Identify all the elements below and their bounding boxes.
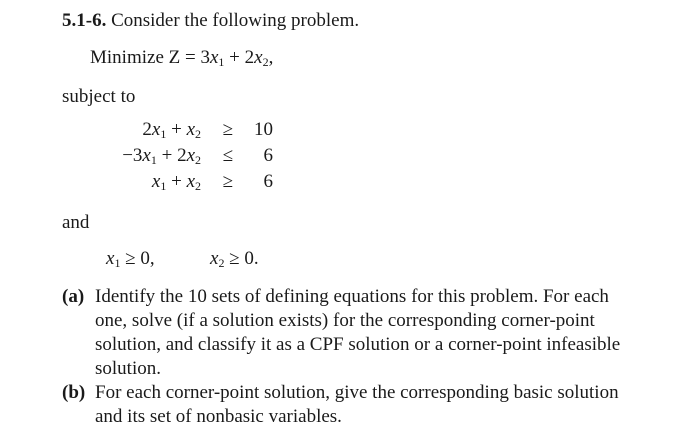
part-a <box>62 285 622 381</box>
nonneg-x1: $x_1 \ge 0$, <box>106 248 155 270</box>
objective-sub1: 1 <box>218 55 225 69</box>
constraint-relation: ≥ <box>222 119 234 140</box>
part-b-text: For each corner-point solution, give the corresponding basic solution and its set of nonbasic variables. <box>95 382 619 427</box>
subject-to-label: subject to <box>62 86 136 107</box>
constraints-table <box>86 117 273 195</box>
constraint-lhs: $x_1 + x_2$ <box>151 171 201 193</box>
part-a-label: (a) <box>62 286 85 307</box>
constraint-row <box>86 143 273 169</box>
objective-x1: x <box>209 47 219 68</box>
objective-eq: = <box>185 47 196 68</box>
constraint-rhs: 6 <box>263 171 273 192</box>
constraint-relation: ≥ <box>222 171 234 192</box>
problem-number: 5.1-6. <box>62 10 107 31</box>
objective-plus: + <box>229 47 240 68</box>
constraint-rhs: 10 <box>254 119 273 140</box>
objective-c1: 3 <box>200 47 210 68</box>
constraint-rhs: 6 <box>263 145 273 166</box>
part-b-label: (b) <box>62 382 86 403</box>
objective-trail: , <box>268 47 274 68</box>
objective-sub2: 2 <box>262 55 269 69</box>
constraint-relation: ≤ <box>222 145 234 166</box>
part-a-text: Identify the 10 sets of defining equations for this problem. For each one, solve (if a solution exists) for the corresponding corner-point solution, and classify it as a CPF solution or a corner-point infeasible solution. <box>95 286 621 379</box>
nonneg-x2: $x_2 \ge 0$. <box>210 248 259 270</box>
constraint-row <box>86 117 273 143</box>
objective-x2: x <box>254 47 263 68</box>
objective-var: Z <box>168 47 181 68</box>
constraint-lhs: $-3x_1 + 2x_2$ <box>122 145 201 167</box>
objective-prefix: Minimize <box>90 47 164 68</box>
and-label: and <box>62 212 90 233</box>
part-b <box>62 381 622 429</box>
constraint-row <box>86 169 273 195</box>
objective-function <box>90 47 273 69</box>
constraint-lhs: $2x_1 + x_2$ <box>142 119 201 141</box>
problem-intro: Consider the following problem. <box>111 10 360 31</box>
problem-heading <box>62 10 359 32</box>
objective-c2: 2 <box>244 47 255 68</box>
